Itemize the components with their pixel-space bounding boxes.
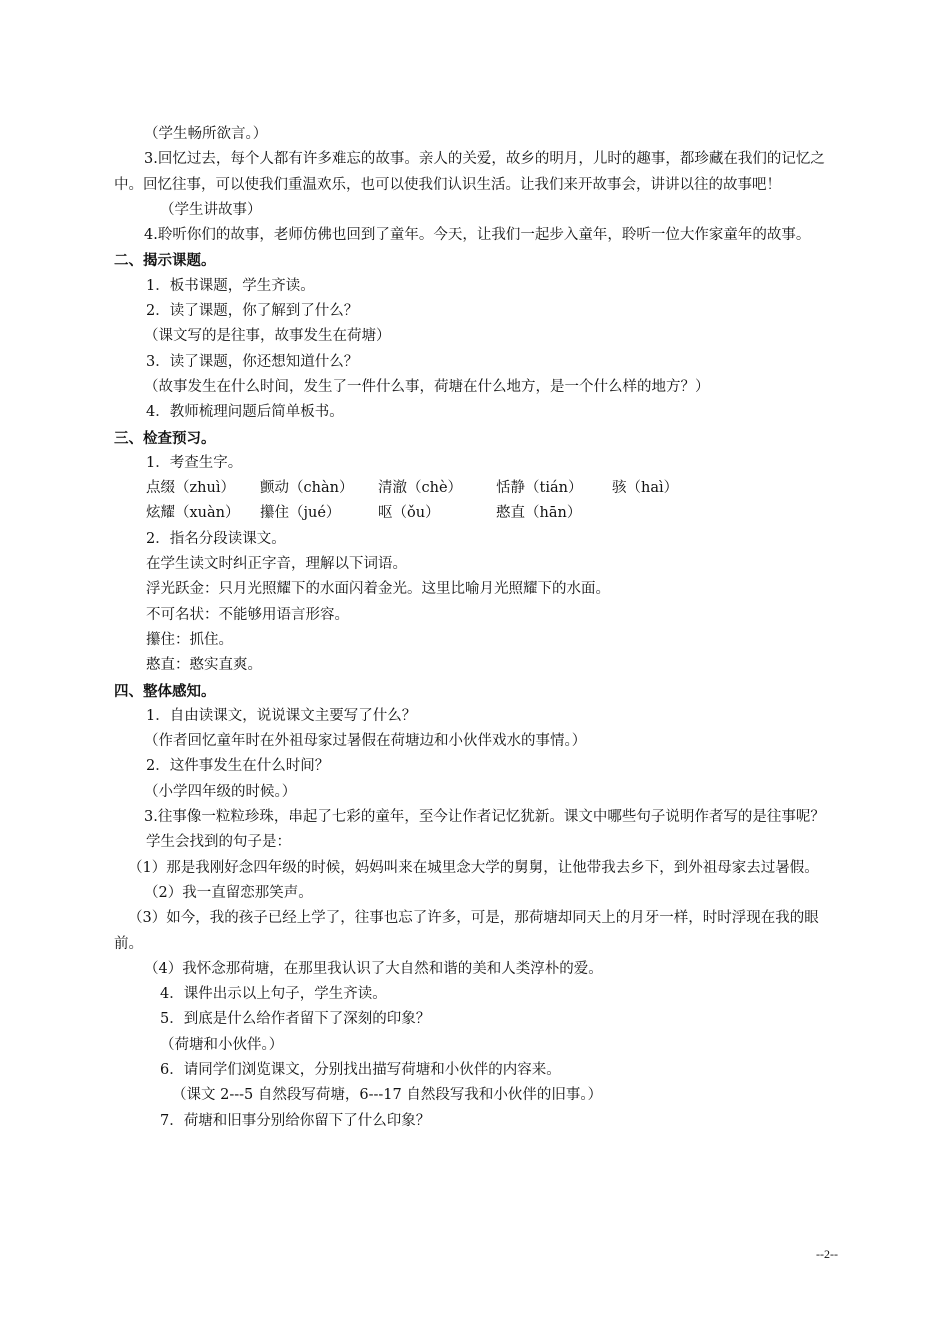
pinyin-word: 憨直（hān）: [496, 505, 582, 522]
section-heading-3: 三、检查预习。: [114, 429, 216, 447]
document-body: [114, 122, 838, 1134]
text-line: 1．板书课题，学生齐读。: [146, 277, 315, 294]
text-line: （2）我一直留恋那笑声。: [144, 884, 313, 901]
text-line: 2．指名分段读课文。: [146, 530, 286, 547]
text-line: 1．自由读课文，说说课文主要写了什么？: [146, 707, 417, 724]
text-line: 2．读了课题，你了解到了什么？: [146, 303, 359, 320]
pinyin-row-2: [114, 501, 838, 526]
text-paragraph: 4.聆听你们的故事，老师仿佛也回到了童年。今天，让我们一起步入童年，聆听一位大作家童年的故事。: [144, 227, 811, 244]
page-number: --2--: [816, 1247, 838, 1261]
text-line: 不可名状：不能够用语言形容。: [146, 606, 349, 623]
pinyin-word: 骇（haì）: [612, 480, 679, 497]
text-line: 憨直：憨实直爽。: [146, 657, 262, 674]
pinyin-word: 攥住（jué）: [260, 505, 341, 522]
text-paragraph: 3.往事像一粒粒珍珠，串起了七彩的童年，至今让作者记忆犹新。课文中哪些句子说明作者写的是往事呢？: [144, 809, 825, 826]
text-line: （学生畅所欲言。）: [144, 126, 268, 142]
text-line: 1．考查生字。: [146, 454, 243, 471]
pinyin-word: 恬静（tián）: [496, 480, 583, 497]
text-paragraph: （1）那是我刚好念四年级的时候，妈妈叫来在城里念大学的舅舅，让他带我去乡下，到外祖母家去过暑假。: [128, 859, 819, 876]
text-line: 6．请同学们浏览课文，分别找出描写荷塘和小伙伴的内容来。: [160, 1061, 561, 1078]
section-heading-2: 二、揭示课题。: [114, 252, 216, 270]
text-line: （荷塘和小伙伴。）: [160, 1036, 284, 1053]
text-line: 学生会找到的句子是：: [146, 834, 291, 851]
text-paragraph: （3）如今，我的孩子已经上学了，往事也忘了许多，可是，那荷塘却同天上的月牙一样，时时浮现在我的眼前。: [114, 910, 819, 952]
text-line: 在学生读文时纠正字音，理解以下词语。: [146, 556, 407, 573]
text-line: （作者回忆童年时在外祖母家过暑假在荷塘边和小伙伴戏水的事情。）: [144, 733, 587, 750]
text-line: （课文 2---5 自然段写荷塘，6---17 自然段写我和小伙伴的旧事。）: [172, 1087, 603, 1104]
pinyin-word: 呕（ǒu）: [378, 505, 440, 522]
text-line: 5．到底是什么给作者留下了深刻的印象？: [160, 1011, 431, 1028]
text-line: （学生讲故事）: [160, 201, 262, 218]
text-line: （4）我怀念那荷塘，在那里我认识了大自然和谐的美和人类淳朴的爱。: [144, 960, 603, 977]
text-line: （故事发生在什么时间，发生了一件什么事，荷塘在什么地方，是一个什么样的地方？）: [144, 378, 710, 395]
text-line: 浮光跃金：只月光照耀下的水面闪着金光。这里比喻月光照耀下的水面。: [146, 581, 610, 598]
text-line: 3．读了课题，你还想知道什么？: [146, 353, 359, 370]
text-line: （课文写的是往事，故事发生在荷塘）: [144, 328, 391, 345]
pinyin-word: 清澈（chè）: [378, 480, 463, 497]
pinyin-row-1: [114, 476, 838, 501]
text-line: 4．教师梳理问题后简单板书。: [146, 404, 344, 421]
pinyin-word: 炫耀（xuàn）: [146, 505, 240, 522]
section-heading-4: 四、整体感知。: [114, 682, 216, 700]
text-line: 攥住：抓住。: [146, 631, 233, 648]
text-line: 4．课件出示以上句子，学生齐读。: [160, 986, 387, 1003]
text-line: （小学四年级的时候。）: [144, 783, 297, 800]
text-paragraph: 3.回忆过去，每个人都有许多难忘的故事。亲人的关爱，故乡的明月，儿时的趣事，都珍藏在我们的记忆之中。回忆往事，可以使我们重温欢乐，也可以使我们认识生活。让我们来开故事会，讲讲以往的故事吧！: [114, 151, 825, 193]
text-line: 2．这件事发生在什么时间？: [146, 758, 330, 775]
pinyin-word: 点缀（zhuì）: [146, 480, 235, 497]
pinyin-word: 颤动（chàn）: [260, 480, 354, 497]
text-line: 7．荷塘和旧事分别给你留下了什么印象？: [160, 1112, 431, 1129]
